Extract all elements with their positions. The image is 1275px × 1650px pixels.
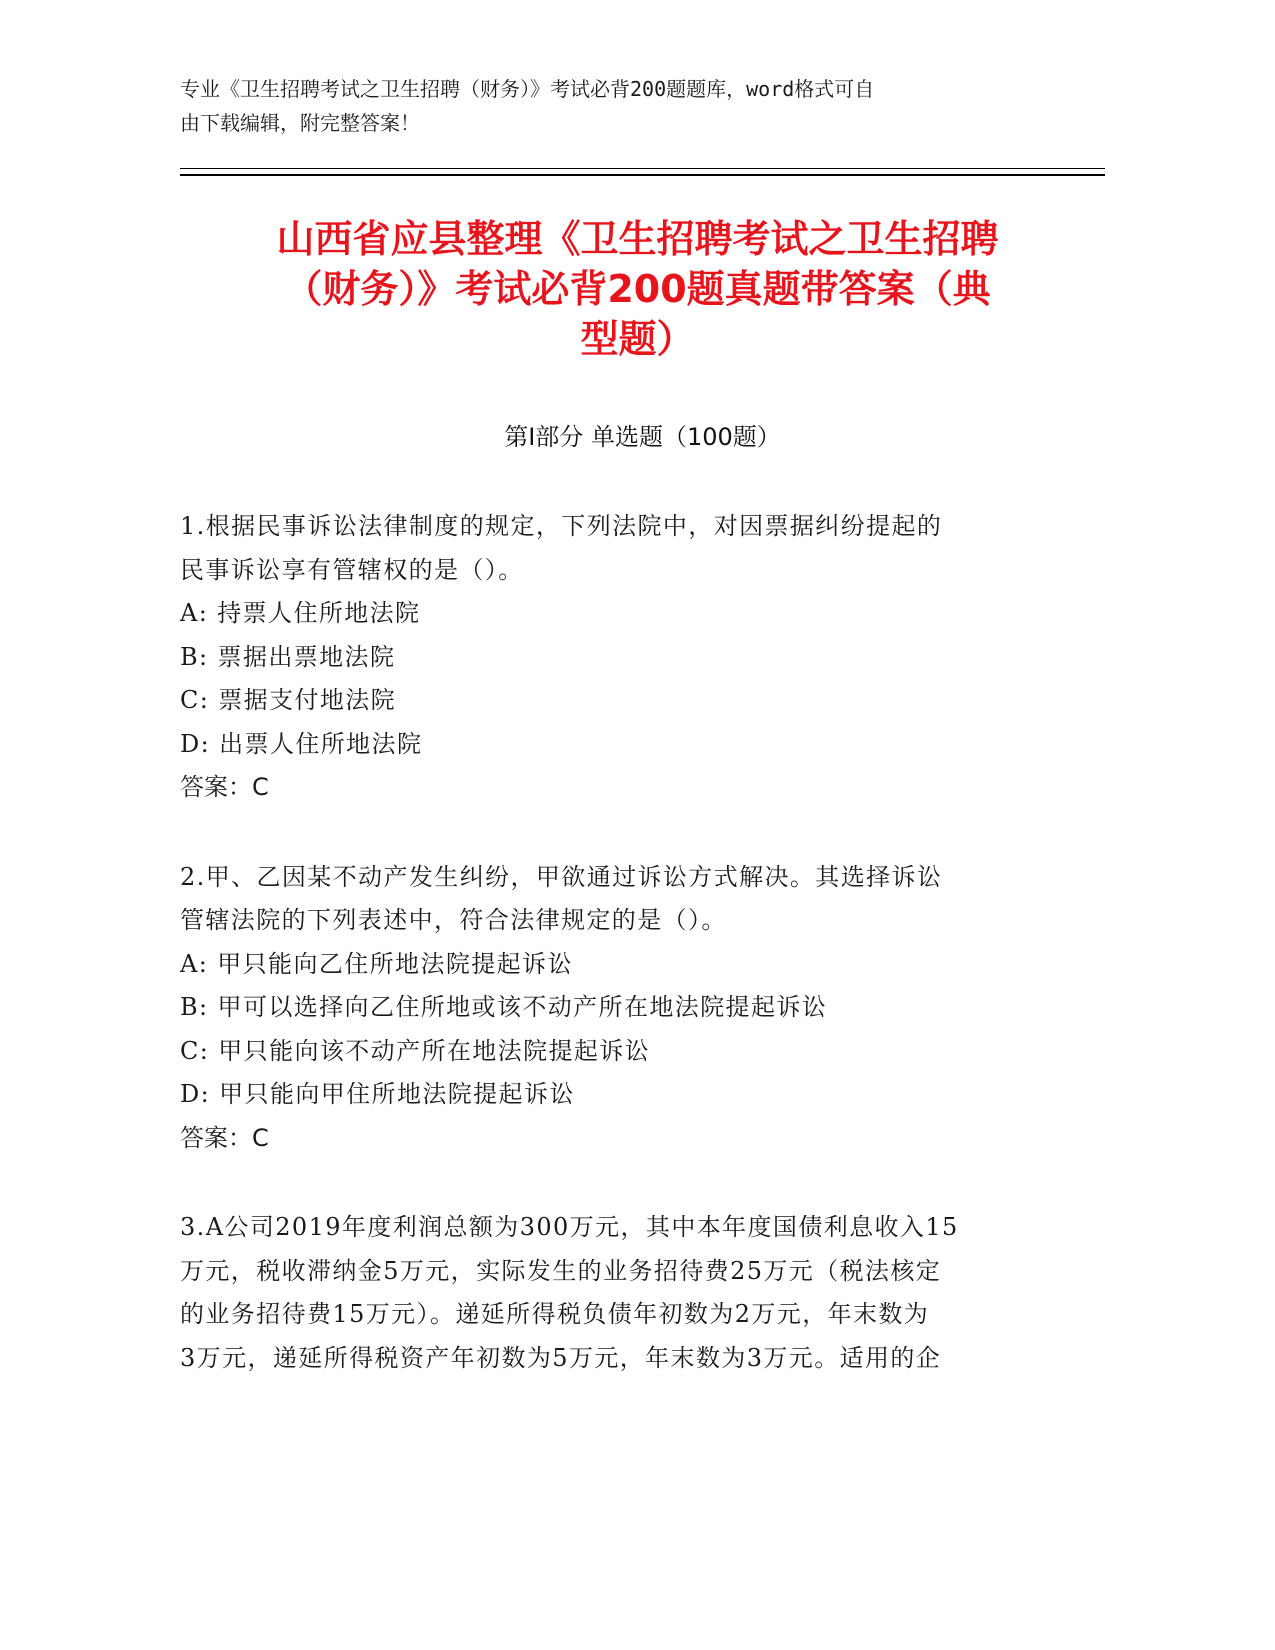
option-c: C: 甲只能向该不动产所在地法院提起诉讼: [180, 1036, 651, 1065]
option-d: D: 甲只能向甲住所地法院提起诉讼: [180, 1080, 575, 1108]
question-stem: 2.甲、乙因某不动产发生纠纷，甲欲通过诉讼方式解决。其选择诉讼: [180, 862, 943, 891]
question-stem: 3.A公司2019年度利润总额为300万元，其中本年度国债利息收入15: [180, 1213, 959, 1241]
option-c: C: 票据支付地法院: [180, 686, 397, 714]
title-line: 型题）: [580, 317, 695, 361]
document-title: [160, 214, 1115, 364]
option-b: B: 票据出票地法院: [180, 642, 396, 671]
option-d: D: 出票人住所地法院: [180, 729, 423, 758]
question-2: [180, 856, 1060, 1161]
question-stem: 管辖法院的下列表述中，符合法律规定的是（）。: [180, 906, 727, 934]
section-heading: 第Ⅰ部分 单选题（100题）: [504, 423, 781, 451]
intro-line: 由下载编辑，附完整答案！: [180, 111, 420, 135]
title-line: （财务）》考试必背200题真题带答案（典: [284, 267, 991, 311]
header-divider-thin: [180, 168, 1105, 169]
question-stem: 的业务招待费15万元）。递延所得税负债年初数为2万元，年末数为: [180, 1300, 930, 1328]
intro-line: 专业《卫生招聘考试之卫生招聘（财务）》考试必背200题题库，word格式可自: [180, 77, 875, 101]
option-a: A: 甲只能向乙住所地法院提起诉讼: [180, 949, 573, 978]
question-stem: 万元，税收滞纳金5万元，实际发生的业务招待费25万元（税法核定: [180, 1256, 942, 1285]
option-b: B: 甲可以选择向乙住所地或该不动产所在地法院提起诉讼: [180, 993, 828, 1021]
question-stem: 民事诉讼享有管辖权的是（）。: [180, 555, 524, 584]
intro-text: [180, 72, 1040, 140]
title-line: 山西省应县整理《卫生招聘考试之卫生招聘: [276, 217, 999, 261]
option-a: A: 持票人住所地法院: [180, 599, 421, 627]
question-3: [180, 1206, 1060, 1380]
question-stem: 3万元，递延所得税资产年初数为5万元，年末数为3万元。适用的企: [180, 1343, 942, 1372]
question-list: [180, 505, 1060, 1426]
question-stem: 1.根据民事诉讼法律制度的规定，下列法院中，对因票据纠纷提起的: [180, 512, 943, 540]
answer-line: 答案：C: [180, 1123, 269, 1152]
header-divider-thick: [180, 174, 1105, 176]
answer-line: 答案：C: [180, 773, 269, 801]
question-1: [180, 505, 1060, 810]
